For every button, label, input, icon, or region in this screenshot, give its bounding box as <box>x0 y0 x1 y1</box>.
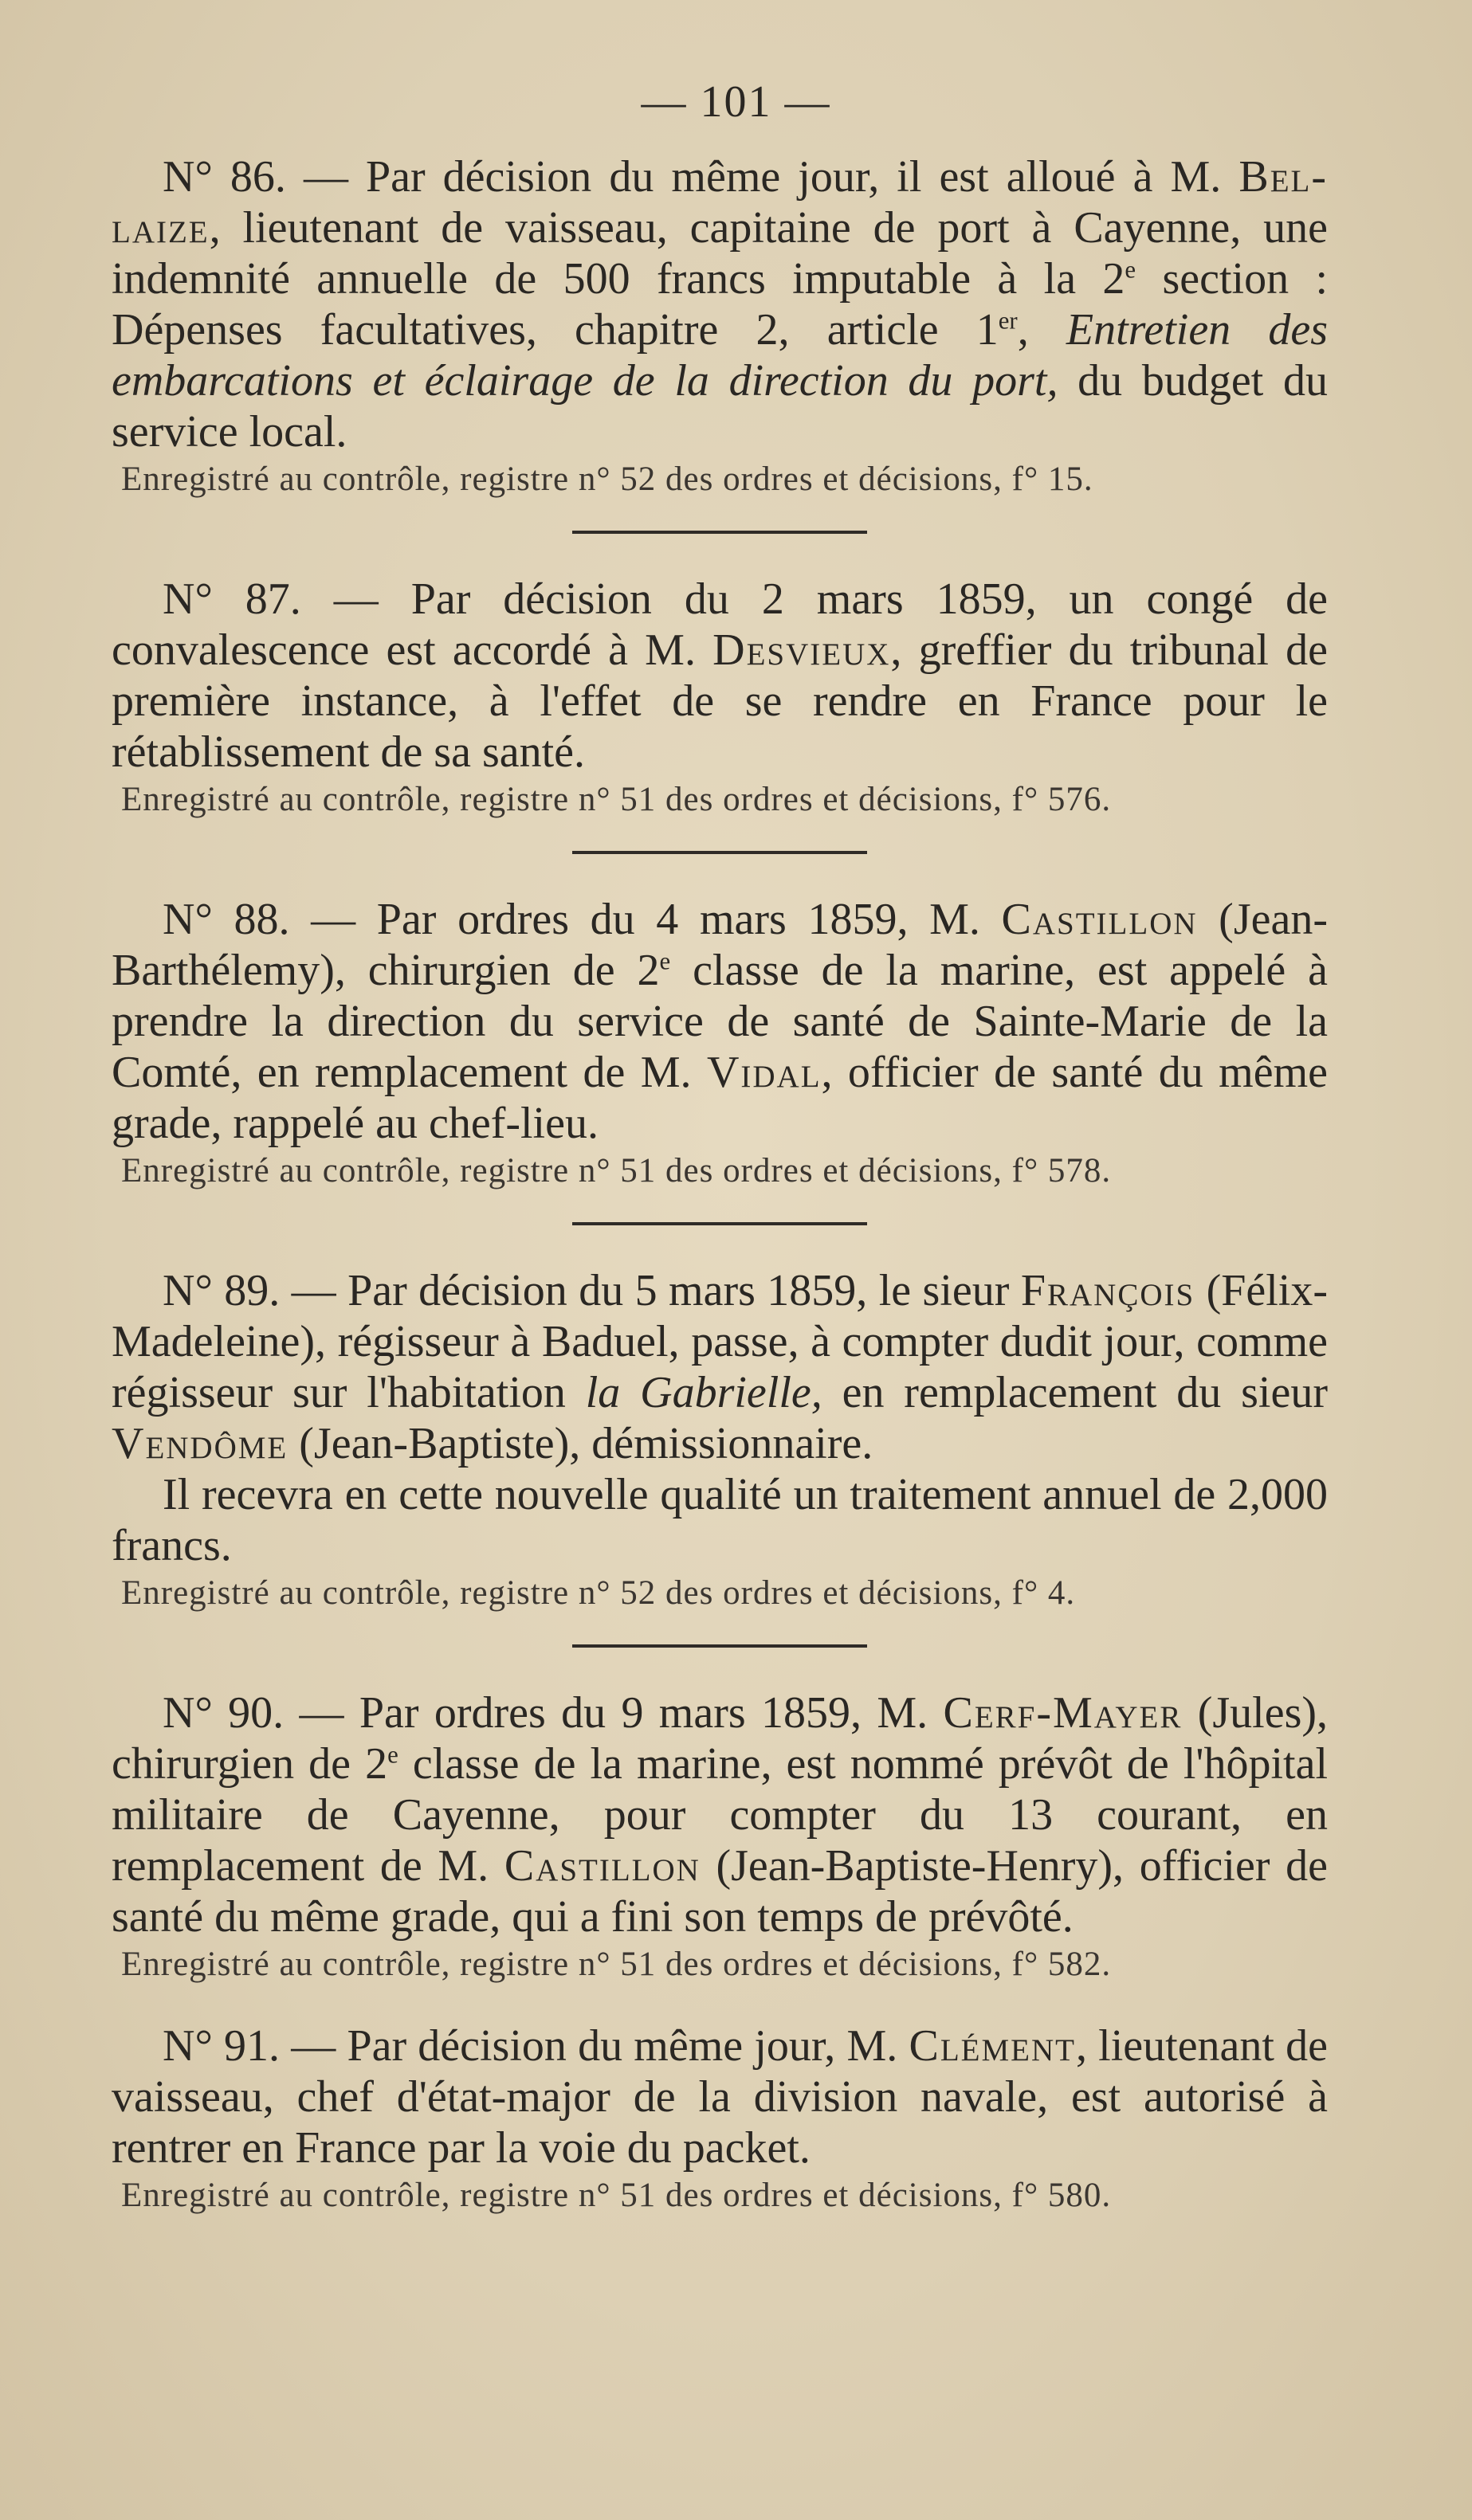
entry-text-continued: Il recevra en cette nouvelle qualité un traitement annuel de 2,000 francs. <box>112 1470 1328 1570</box>
page-number: — 101 — <box>641 77 831 127</box>
person-name: Bel-laize <box>112 152 1328 253</box>
text-column <box>112 151 1328 2216</box>
registry-note: Enregistré au contrôle, registre n° 51 des ordres et décisions, f° 576. <box>121 781 1112 818</box>
registry-note: Enregistré au contrôle, registre n° 52 des ordres et décisions, f° 4. <box>121 1574 1076 1612</box>
separator-rule <box>572 1644 867 1648</box>
separator-rule <box>572 1222 867 1225</box>
entry-text: N° 88. — Par ordres du 4 mars 1859, M. Castillon (Jean-Barthélemy), chirurgien de 2e classe de la marine, est appelé à prendre la direction du service de santé de Sainte-Marie de la Comté, en remplacement de M. Vidal, officier de santé du même grade, rappelé au chef-lieu. <box>112 895 1329 1148</box>
entry-number: N° 91. <box>163 2021 281 2071</box>
registry-note: Enregistré au contrôle, registre n° 51 des ordres et décisions, f° 580. <box>121 2177 1112 2214</box>
entry-text: N° 89. — Par décision du 5 mars 1859, le sieur François (Félix-Madeleine), régisseur à Baduel, passe, à compter dudit jour, comme régisseur sur l'habitation la Gabrielle, en remplacement du sieur Vendôme (Jean-Baptiste), démissionnaire. <box>112 1266 1329 1468</box>
entry-90 <box>112 1687 1328 1985</box>
person-name: Desvieux <box>712 625 891 675</box>
registry-note: Enregistré au contrôle, registre n° 51 des ordres et décisions, f° 582. <box>121 1946 1112 1983</box>
entry-91 <box>112 2020 1328 2216</box>
entry-88 <box>112 894 1328 1192</box>
entry-number: N° 86. <box>163 152 286 202</box>
entry-87 <box>112 574 1328 821</box>
entry-86 <box>112 151 1328 500</box>
person-name: Castillon <box>504 1841 701 1891</box>
entry-number: N° 89. <box>163 1266 281 1315</box>
entry-89 <box>112 1265 1328 1614</box>
entry-number: N° 87. <box>163 574 301 624</box>
separator-rule <box>572 531 867 534</box>
entry-text: N° 87. — Par décision du 2 mars 1859, un congé de convalescence est accordé à M. Desvieux, greffier du tribunal de première instance, à l'effet de se rendre en France pour le rétablissement de sa santé. <box>112 574 1329 777</box>
person-name: François <box>1020 1266 1195 1315</box>
entry-text: N° 91. — Par décision du même jour, M. Clément, lieutenant de vaisseau, chef d'état-major de la division navale, est autorisé à rentrer en France par la voie du packet. <box>112 2021 1329 2173</box>
separator-rule <box>572 851 867 854</box>
person-name: Cerf-Mayer <box>943 1688 1183 1738</box>
entry-text: N° 86. — Par décision du même jour, il est alloué à M. Bel-laize, lieutenant de vaisseau, capitaine de port à Cayenne, une indemnité annuelle de 500 francs imputable à la 2e section : Dépenses facultatives, chapitre 2, article 1er, Entretien des embarcations et éclairage de la direction du port, du budget du service local. <box>112 152 1329 457</box>
italic-title: Entretien des embarcations et éclairage de la direction du port, <box>112 305 1328 406</box>
person-name: Clément <box>909 2021 1076 2071</box>
person-name: Vidal <box>706 1048 822 1097</box>
registry-note: Enregistré au contrôle, registre n° 51 des ordres et décisions, f° 578. <box>121 1152 1112 1189</box>
entry-number: N° 88. <box>163 895 290 944</box>
entry-text: N° 90. — Par ordres du 9 mars 1859, M. Cerf-Mayer (Jules), chirurgien de 2e classe de la marine, est nommé prévôt de l'hôpital militaire de Cayenne, pour compter du 13 courant, en remplacement de M. Castillon (Jean-Baptiste-Henry), officier de santé du même grade, qui a fini son temps de prévôté. <box>112 1688 1329 1942</box>
italic-title: la Gabrielle, <box>585 1368 822 1417</box>
person-name: Vendôme <box>112 1419 289 1468</box>
entry-number: N° 90. <box>163 1688 285 1738</box>
person-name: Castillon <box>1001 895 1198 944</box>
registry-note: Enregistré au contrôle, registre n° 52 des ordres et décisions, f° 15. <box>121 460 1093 498</box>
